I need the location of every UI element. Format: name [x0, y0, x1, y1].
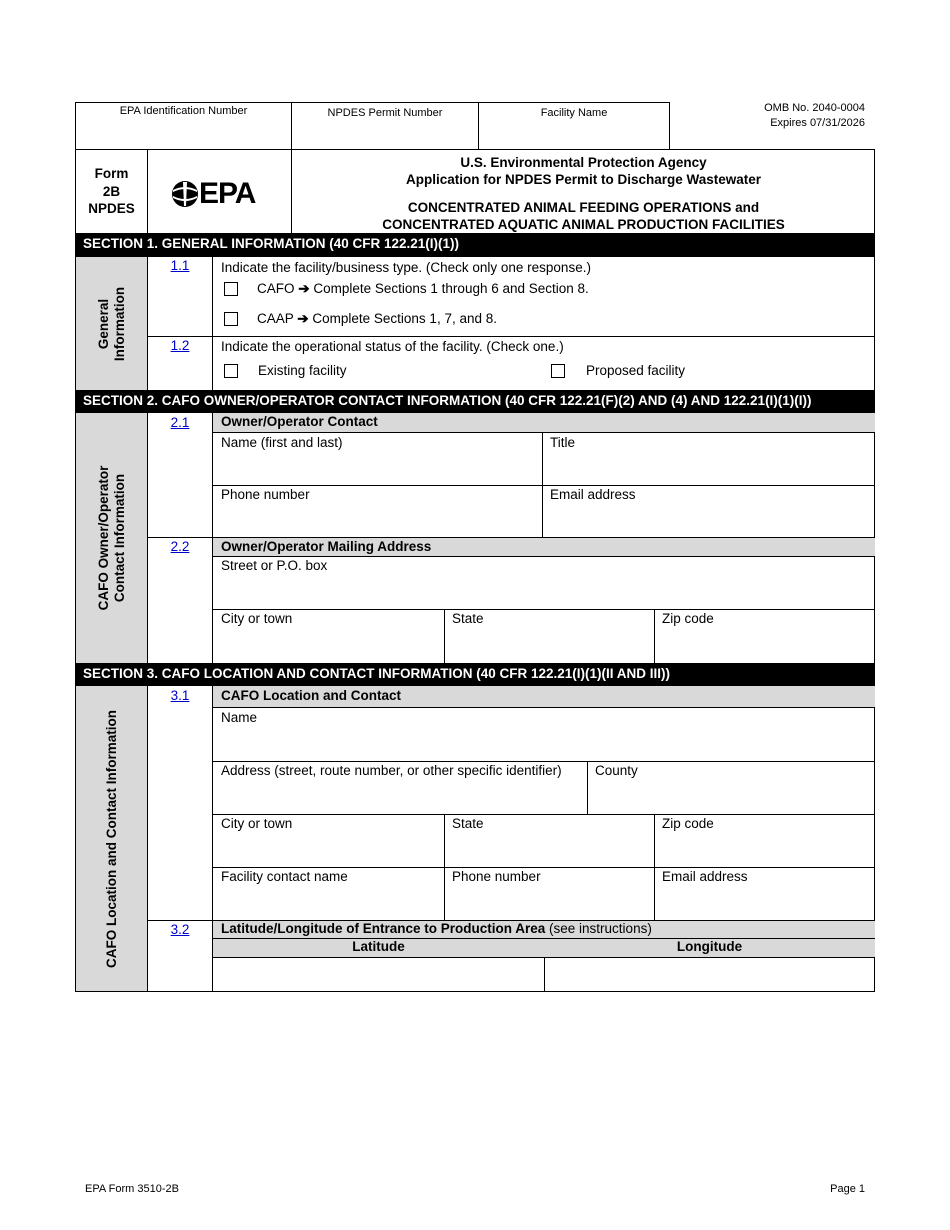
form-id-footer: EPA Form 3510-2B	[85, 1183, 179, 1195]
owner-phone-field[interactable]	[213, 485, 543, 538]
cafo-county-label: County	[595, 763, 638, 778]
facility-phone-label: Phone number	[452, 869, 541, 884]
cafo-zip-label: Zip code	[662, 816, 714, 831]
owner-state-field[interactable]	[444, 609, 655, 663]
omb-info	[764, 101, 865, 131]
epa-logo-text: EPA	[199, 177, 256, 210]
cafo-zip-field[interactable]	[654, 814, 875, 868]
section-2-heading: SECTION 2. CAFO OWNER/OPERATOR CONTACT INFORMATION (40 CFR 122.21(F)(2) AND (4) AND 122.21(I)(1)(I))	[75, 391, 875, 413]
section-2-side-label: CAFO Owner/Operator Contact Information	[95, 465, 127, 611]
owner-state-label: State	[452, 611, 484, 626]
lat-long-note: (see instructions)	[549, 921, 652, 936]
cafo-checkbox[interactable]	[224, 282, 238, 296]
section-3-heading: SECTION 3. CAFO LOCATION AND CONTACT INFORMATION (40 CFR 122.21(I)(1)(II AND III))	[75, 664, 875, 686]
latitude-header: Latitude	[213, 939, 545, 958]
owner-phone-label: Phone number	[221, 487, 310, 502]
title-text	[292, 154, 875, 233]
section-1-side	[76, 257, 147, 390]
question-3-2-link[interactable]: 3.2	[170, 922, 190, 937]
cafo-address-field[interactable]	[213, 761, 588, 815]
cafo-address-label: Address (street, route number, or other specific identifier)	[221, 763, 562, 778]
proposed-facility-checkbox[interactable]	[551, 364, 565, 378]
lat-long-title: Latitude/Longitude of Entrance to Production Area	[221, 921, 546, 936]
page-number: Page 1	[830, 1183, 865, 1195]
cafo-state-label: State	[452, 816, 484, 831]
owner-name-field[interactable]	[213, 433, 543, 486]
section-3-side-label: CAFO Location and Contact Information	[103, 709, 119, 968]
epa-logo-icon	[170, 180, 200, 208]
facility-email-field[interactable]	[654, 867, 875, 921]
right-arrow-icon: ➔	[297, 311, 309, 326]
facility-email-label: Email address	[662, 869, 748, 884]
form-program: NPDES	[88, 201, 135, 216]
owner-city-field[interactable]	[213, 609, 445, 663]
question-2-2-link[interactable]: 2.2	[170, 539, 190, 554]
owner-street-field[interactable]	[213, 557, 875, 610]
application-title: Application for NPDES Permit to Discharge Wastewater	[405, 172, 762, 187]
section-1-side-label: General Information	[95, 286, 127, 361]
owner-name-label: Name (first and last)	[221, 435, 343, 450]
question-1-1-link[interactable]: 1.1	[170, 258, 190, 273]
longitude-field[interactable]	[544, 958, 875, 991]
question-1-2-link[interactable]: 1.2	[170, 338, 190, 353]
mailing-address-heading: Owner/Operator Mailing Address	[213, 538, 875, 557]
omb-number: OMB No. 2040-0004	[764, 102, 865, 114]
npdes-permit-label: NPDES Permit Number	[327, 107, 443, 119]
owner-city-label: City or town	[221, 611, 293, 626]
proposed-facility-label: Proposed facility	[586, 363, 686, 378]
owner-contact-heading: Owner/Operator Contact	[213, 413, 875, 433]
owner-title-label: Title	[550, 435, 576, 450]
question-3-1-link[interactable]: 3.1	[170, 688, 190, 703]
owner-email-field[interactable]	[542, 485, 875, 538]
question-1-2-prompt: Indicate the operational status of the facility. (Check one.)	[221, 339, 564, 354]
caap-checkbox[interactable]	[224, 312, 238, 326]
owner-street-label: Street or P.O. box	[221, 558, 328, 573]
owner-title-field[interactable]	[542, 433, 875, 486]
expiration-date: Expires 07/31/2026	[770, 117, 865, 129]
epa-id-label: EPA Identification Number	[119, 105, 248, 117]
divider	[212, 257, 213, 391]
lat-long-heading	[213, 921, 875, 939]
owner-email-label: Email address	[550, 487, 636, 502]
facility-name-field[interactable]	[478, 102, 670, 150]
facility-phone-field[interactable]	[444, 867, 655, 921]
question-2-1-link[interactable]: 2.1	[170, 415, 190, 430]
right-arrow-icon: ➔	[298, 281, 310, 296]
agency-name: U.S. Environmental Protection Agency	[460, 155, 707, 170]
section-2-side	[76, 413, 147, 663]
existing-facility-label: Existing facility	[258, 363, 347, 378]
cafo-city-field[interactable]	[213, 814, 445, 868]
cafo-county-field[interactable]	[587, 761, 875, 815]
existing-facility-checkbox[interactable]	[224, 364, 238, 378]
facility-contact-label: Facility contact name	[221, 869, 348, 884]
form-subtitle-2: CONCENTRATED AQUATIC ANIMAL PRODUCTION FACILITIES	[382, 217, 785, 232]
facility-name-label: Facility Name	[540, 107, 608, 119]
owner-zip-field[interactable]	[654, 609, 875, 663]
cafo-location-heading: CAFO Location and Contact	[213, 686, 875, 708]
epa-id-field[interactable]	[75, 102, 292, 150]
section-1-heading: SECTION 1. GENERAL INFORMATION (40 CFR 122.21(I)(1))	[75, 234, 875, 257]
cafo-city-label: City or town	[221, 816, 293, 831]
latitude-field[interactable]	[213, 958, 545, 991]
divider	[147, 257, 148, 391]
question-1-1-prompt: Indicate the facility/business type. (Check only one response.)	[221, 260, 591, 275]
facility-contact-field[interactable]	[213, 867, 445, 921]
form-label: Form	[94, 166, 129, 181]
divider	[147, 336, 875, 337]
form-number: 2B	[102, 183, 121, 199]
cafo-option: CAFO ➔ Complete Sections 1 through 6 and Section 8.	[257, 281, 589, 296]
cafo-name-field[interactable]	[213, 708, 875, 762]
caap-option: CAAP ➔ Complete Sections 1, 7, and 8.	[257, 311, 497, 326]
form-identifier	[75, 165, 148, 218]
npdes-permit-field[interactable]	[291, 102, 479, 150]
cafo-state-field[interactable]	[444, 814, 655, 868]
owner-zip-label: Zip code	[662, 611, 714, 626]
form-subtitle-1: CONCENTRATED ANIMAL FEEDING OPERATIONS and	[407, 200, 760, 215]
longitude-header: Longitude	[544, 939, 875, 958]
divider	[147, 686, 148, 992]
cafo-name-label: Name	[221, 710, 258, 725]
epa-logo	[170, 178, 255, 210]
section-3-side	[76, 686, 147, 991]
